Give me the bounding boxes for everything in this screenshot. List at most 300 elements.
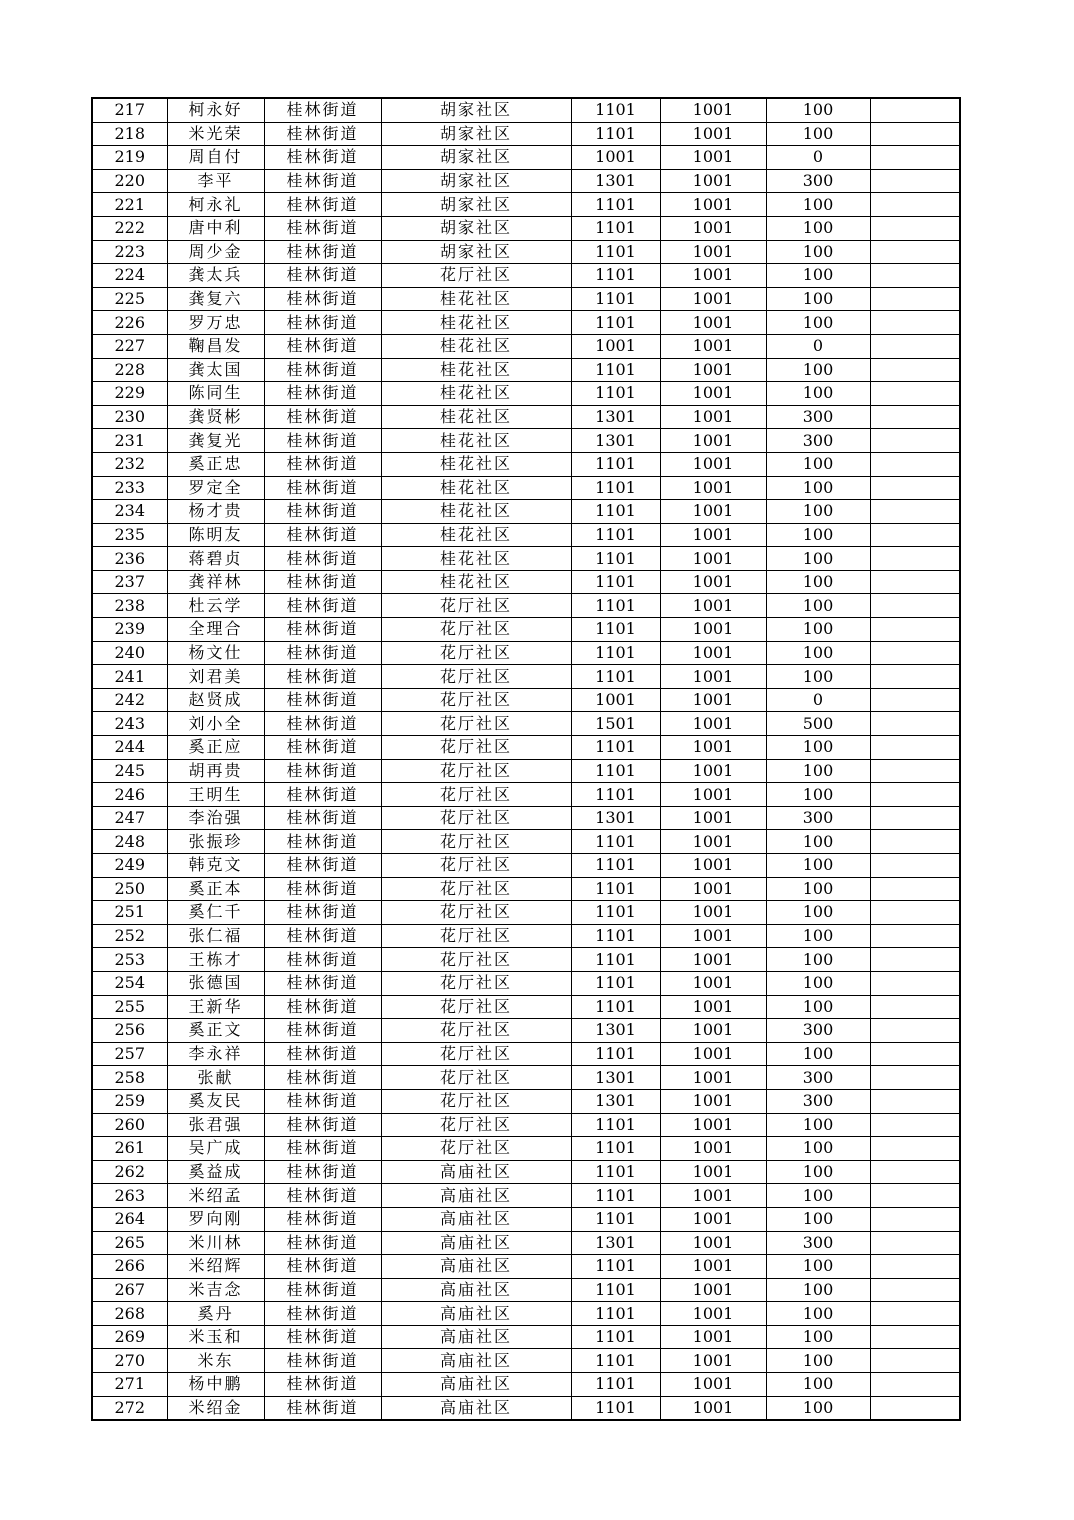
table-row: [92, 358, 960, 382]
street-cell: 桂林街道: [264, 948, 381, 972]
value-b-cell: 1001: [660, 429, 766, 453]
table-row: [92, 1184, 960, 1208]
community-cell: 高庙社区: [381, 1255, 571, 1279]
street-cell: 桂林街道: [264, 334, 381, 358]
value-b-cell: 1001: [660, 971, 766, 995]
amount-cell: 100: [766, 924, 870, 948]
community-cell: 桂花社区: [381, 287, 571, 311]
name-cell: 杨才贵: [167, 500, 264, 524]
amount-cell: 100: [766, 1042, 870, 1066]
community-cell: 胡家社区: [381, 146, 571, 170]
row-number-cell: 217: [92, 98, 167, 122]
row-number-cell: 236: [92, 547, 167, 571]
amount-cell: 0: [766, 334, 870, 358]
value-a-cell: 1101: [571, 924, 660, 948]
value-b-cell: 1001: [660, 995, 766, 1019]
remark-cell: [870, 193, 960, 217]
value-b-cell: 1001: [660, 783, 766, 807]
remark-cell: [870, 382, 960, 406]
row-number-cell: 233: [92, 476, 167, 500]
row-number-cell: 237: [92, 570, 167, 594]
remark-cell: [870, 901, 960, 925]
name-cell: 王栋才: [167, 948, 264, 972]
remark-cell: [870, 995, 960, 1019]
name-cell: 全理合: [167, 618, 264, 642]
amount-cell: 100: [766, 1349, 870, 1373]
remark-cell: [870, 122, 960, 146]
row-number-cell: 269: [92, 1325, 167, 1349]
table-row: [92, 948, 960, 972]
value-b-cell: 1001: [660, 523, 766, 547]
community-cell: 花厅社区: [381, 924, 571, 948]
street-cell: 桂林街道: [264, 358, 381, 382]
street-cell: 桂林街道: [264, 523, 381, 547]
community-cell: 高庙社区: [381, 1302, 571, 1326]
street-cell: 桂林街道: [264, 122, 381, 146]
row-number-cell: 261: [92, 1137, 167, 1161]
row-number-cell: 265: [92, 1231, 167, 1255]
name-cell: 奚仁千: [167, 901, 264, 925]
street-cell: 桂林街道: [264, 1349, 381, 1373]
row-number-cell: 272: [92, 1396, 167, 1420]
row-number-cell: 218: [92, 122, 167, 146]
name-cell: 陈明友: [167, 523, 264, 547]
value-b-cell: 1001: [660, 476, 766, 500]
community-cell: 桂花社区: [381, 334, 571, 358]
table-row: [92, 712, 960, 736]
name-cell: 奚丹: [167, 1302, 264, 1326]
row-number-cell: 244: [92, 736, 167, 760]
value-a-cell: 1301: [571, 405, 660, 429]
value-a-cell: 1301: [571, 1066, 660, 1090]
value-a-cell: 1001: [571, 146, 660, 170]
table-row: [92, 382, 960, 406]
name-cell: 杨文仕: [167, 641, 264, 665]
remark-cell: [870, 712, 960, 736]
name-cell: 米绍孟: [167, 1184, 264, 1208]
value-b-cell: 1001: [660, 264, 766, 288]
name-cell: 鞠昌发: [167, 334, 264, 358]
name-cell: 罗定全: [167, 476, 264, 500]
street-cell: 桂林街道: [264, 405, 381, 429]
row-number-cell: 246: [92, 783, 167, 807]
name-cell: 王明生: [167, 783, 264, 807]
remark-cell: [870, 311, 960, 335]
amount-cell: 100: [766, 1325, 870, 1349]
row-number-cell: 245: [92, 759, 167, 783]
community-cell: 花厅社区: [381, 618, 571, 642]
value-a-cell: 1101: [571, 736, 660, 760]
value-b-cell: 1001: [660, 334, 766, 358]
street-cell: 桂林街道: [264, 806, 381, 830]
row-number-cell: 262: [92, 1160, 167, 1184]
remark-cell: [870, 358, 960, 382]
row-number-cell: 234: [92, 500, 167, 524]
table-row: [92, 476, 960, 500]
remark-cell: [870, 1255, 960, 1279]
amount-cell: 100: [766, 193, 870, 217]
amount-cell: 100: [766, 1302, 870, 1326]
community-cell: 花厅社区: [381, 594, 571, 618]
amount-cell: 300: [766, 1066, 870, 1090]
remark-cell: [870, 1113, 960, 1137]
value-b-cell: 1001: [660, 924, 766, 948]
value-b-cell: 1001: [660, 1113, 766, 1137]
remark-cell: [870, 1184, 960, 1208]
row-number-cell: 223: [92, 240, 167, 264]
table-row: [92, 570, 960, 594]
value-a-cell: 1101: [571, 1278, 660, 1302]
value-b-cell: 1001: [660, 452, 766, 476]
community-cell: 桂花社区: [381, 570, 571, 594]
value-a-cell: 1101: [571, 901, 660, 925]
value-a-cell: 1001: [571, 334, 660, 358]
street-cell: 桂林街道: [264, 500, 381, 524]
name-cell: 罗向刚: [167, 1207, 264, 1231]
value-b-cell: 1001: [660, 500, 766, 524]
community-cell: 桂花社区: [381, 500, 571, 524]
name-cell: 奚正本: [167, 877, 264, 901]
value-b-cell: 1001: [660, 405, 766, 429]
street-cell: 桂林街道: [264, 1089, 381, 1113]
amount-cell: 100: [766, 948, 870, 972]
table-row: [92, 98, 960, 122]
row-number-cell: 254: [92, 971, 167, 995]
street-cell: 桂林街道: [264, 547, 381, 571]
row-number-cell: 257: [92, 1042, 167, 1066]
amount-cell: 500: [766, 712, 870, 736]
amount-cell: 0: [766, 146, 870, 170]
row-number-cell: 241: [92, 665, 167, 689]
row-number-cell: 232: [92, 452, 167, 476]
value-b-cell: 1001: [660, 122, 766, 146]
street-cell: 桂林街道: [264, 570, 381, 594]
name-cell: 柯永好: [167, 98, 264, 122]
community-cell: 桂花社区: [381, 523, 571, 547]
amount-cell: 100: [766, 547, 870, 571]
table-row: [92, 452, 960, 476]
value-b-cell: 1001: [660, 570, 766, 594]
amount-cell: 100: [766, 287, 870, 311]
street-cell: 桂林街道: [264, 665, 381, 689]
table-row: [92, 995, 960, 1019]
remark-cell: [870, 476, 960, 500]
name-cell: 罗万忠: [167, 311, 264, 335]
row-number-cell: 224: [92, 264, 167, 288]
data-table: [91, 97, 961, 1421]
value-a-cell: 1101: [571, 547, 660, 571]
amount-cell: 100: [766, 311, 870, 335]
row-number-cell: 231: [92, 429, 167, 453]
community-cell: 胡家社区: [381, 216, 571, 240]
value-b-cell: 1001: [660, 1231, 766, 1255]
community-cell: 花厅社区: [381, 264, 571, 288]
table-row: [92, 1066, 960, 1090]
value-a-cell: 1101: [571, 1373, 660, 1397]
street-cell: 桂林街道: [264, 98, 381, 122]
street-cell: 桂林街道: [264, 1137, 381, 1161]
street-cell: 桂林街道: [264, 1373, 381, 1397]
row-number-cell: 256: [92, 1019, 167, 1043]
street-cell: 桂林街道: [264, 1255, 381, 1279]
table-row: [92, 1019, 960, 1043]
value-b-cell: 1001: [660, 854, 766, 878]
community-cell: 花厅社区: [381, 830, 571, 854]
street-cell: 桂林街道: [264, 193, 381, 217]
street-cell: 桂林街道: [264, 240, 381, 264]
remark-cell: [870, 1373, 960, 1397]
name-cell: 龚复六: [167, 287, 264, 311]
value-a-cell: 1301: [571, 1231, 660, 1255]
table-row: [92, 1089, 960, 1113]
value-a-cell: 1101: [571, 500, 660, 524]
table-row: [92, 736, 960, 760]
row-number-cell: 240: [92, 641, 167, 665]
value-a-cell: 1101: [571, 783, 660, 807]
street-cell: 桂林街道: [264, 688, 381, 712]
street-cell: 桂林街道: [264, 169, 381, 193]
row-number-cell: 264: [92, 1207, 167, 1231]
remark-cell: [870, 688, 960, 712]
value-a-cell: 1101: [571, 1349, 660, 1373]
street-cell: 桂林街道: [264, 736, 381, 760]
row-number-cell: 270: [92, 1349, 167, 1373]
name-cell: 奚正应: [167, 736, 264, 760]
amount-cell: 100: [766, 830, 870, 854]
remark-cell: [870, 665, 960, 689]
value-a-cell: 1101: [571, 1302, 660, 1326]
street-cell: 桂林街道: [264, 1042, 381, 1066]
row-number-cell: 220: [92, 169, 167, 193]
value-a-cell: 1101: [571, 1255, 660, 1279]
amount-cell: 100: [766, 523, 870, 547]
street-cell: 桂林街道: [264, 971, 381, 995]
row-number-cell: 252: [92, 924, 167, 948]
amount-cell: 100: [766, 1373, 870, 1397]
street-cell: 桂林街道: [264, 830, 381, 854]
community-cell: 高庙社区: [381, 1325, 571, 1349]
street-cell: 桂林街道: [264, 854, 381, 878]
name-cell: 吴广成: [167, 1137, 264, 1161]
value-a-cell: 1101: [571, 287, 660, 311]
row-number-cell: 267: [92, 1278, 167, 1302]
community-cell: 高庙社区: [381, 1373, 571, 1397]
table-row: [92, 1042, 960, 1066]
amount-cell: 100: [766, 122, 870, 146]
name-cell: 李永祥: [167, 1042, 264, 1066]
street-cell: 桂林街道: [264, 1207, 381, 1231]
table-row: [92, 1255, 960, 1279]
street-cell: 桂林街道: [264, 429, 381, 453]
community-cell: 花厅社区: [381, 1042, 571, 1066]
table-row: [92, 924, 960, 948]
street-cell: 桂林街道: [264, 1019, 381, 1043]
table-row: [92, 287, 960, 311]
value-b-cell: 1001: [660, 688, 766, 712]
community-cell: 桂花社区: [381, 547, 571, 571]
row-number-cell: 255: [92, 995, 167, 1019]
value-a-cell: 1101: [571, 452, 660, 476]
community-cell: 桂花社区: [381, 311, 571, 335]
community-cell: 花厅社区: [381, 948, 571, 972]
amount-cell: 100: [766, 854, 870, 878]
value-a-cell: 1101: [571, 122, 660, 146]
value-a-cell: 1101: [571, 759, 660, 783]
name-cell: 米绍金: [167, 1396, 264, 1420]
table-row: [92, 1137, 960, 1161]
community-cell: 桂花社区: [381, 405, 571, 429]
table-row: [92, 216, 960, 240]
value-a-cell: 1101: [571, 948, 660, 972]
row-number-cell: 243: [92, 712, 167, 736]
amount-cell: 300: [766, 806, 870, 830]
amount-cell: 100: [766, 877, 870, 901]
value-b-cell: 1001: [660, 1066, 766, 1090]
table-row: [92, 1302, 960, 1326]
value-b-cell: 1001: [660, 169, 766, 193]
name-cell: 米玉和: [167, 1325, 264, 1349]
community-cell: 花厅社区: [381, 1066, 571, 1090]
name-cell: 张振珍: [167, 830, 264, 854]
street-cell: 桂林街道: [264, 924, 381, 948]
name-cell: 柯永礼: [167, 193, 264, 217]
row-number-cell: 248: [92, 830, 167, 854]
value-a-cell: 1301: [571, 1019, 660, 1043]
amount-cell: 100: [766, 1113, 870, 1137]
value-b-cell: 1001: [660, 1349, 766, 1373]
value-a-cell: 1301: [571, 429, 660, 453]
amount-cell: 100: [766, 382, 870, 406]
remark-cell: [870, 1137, 960, 1161]
value-b-cell: 1001: [660, 1255, 766, 1279]
street-cell: 桂林街道: [264, 452, 381, 476]
name-cell: 奚正忠: [167, 452, 264, 476]
community-cell: 花厅社区: [381, 901, 571, 925]
street-cell: 桂林街道: [264, 1066, 381, 1090]
remark-cell: [870, 287, 960, 311]
remark-cell: [870, 971, 960, 995]
remark-cell: [870, 264, 960, 288]
remark-cell: [870, 1089, 960, 1113]
community-cell: 高庙社区: [381, 1349, 571, 1373]
value-a-cell: 1101: [571, 1396, 660, 1420]
table-row: [92, 311, 960, 335]
value-a-cell: 1101: [571, 877, 660, 901]
amount-cell: 100: [766, 452, 870, 476]
value-a-cell: 1101: [571, 570, 660, 594]
value-b-cell: 1001: [660, 618, 766, 642]
name-cell: 张仁福: [167, 924, 264, 948]
amount-cell: 100: [766, 358, 870, 382]
value-a-cell: 1101: [571, 665, 660, 689]
name-cell: 蒋碧贞: [167, 547, 264, 571]
remark-cell: [870, 98, 960, 122]
community-cell: 花厅社区: [381, 995, 571, 1019]
table-row: [92, 193, 960, 217]
amount-cell: 100: [766, 618, 870, 642]
name-cell: 龚复光: [167, 429, 264, 453]
table-row: [92, 1231, 960, 1255]
name-cell: 杨中鹏: [167, 1373, 264, 1397]
name-cell: 刘小全: [167, 712, 264, 736]
name-cell: 杜云学: [167, 594, 264, 618]
amount-cell: 100: [766, 570, 870, 594]
remark-cell: [870, 500, 960, 524]
value-b-cell: 1001: [660, 1160, 766, 1184]
name-cell: 刘君美: [167, 665, 264, 689]
community-cell: 胡家社区: [381, 193, 571, 217]
community-cell: 花厅社区: [381, 712, 571, 736]
value-a-cell: 1101: [571, 1160, 660, 1184]
value-a-cell: 1101: [571, 1325, 660, 1349]
street-cell: 桂林街道: [264, 618, 381, 642]
street-cell: 桂林街道: [264, 1184, 381, 1208]
table-row: [92, 665, 960, 689]
street-cell: 桂林街道: [264, 264, 381, 288]
name-cell: 张君强: [167, 1113, 264, 1137]
amount-cell: 100: [766, 971, 870, 995]
value-b-cell: 1001: [660, 1396, 766, 1420]
community-cell: 胡家社区: [381, 240, 571, 264]
value-b-cell: 1001: [660, 641, 766, 665]
amount-cell: 100: [766, 1255, 870, 1279]
table-row: [92, 334, 960, 358]
name-cell: 奚友民: [167, 1089, 264, 1113]
name-cell: 奚正文: [167, 1019, 264, 1043]
amount-cell: 100: [766, 1207, 870, 1231]
community-cell: 桂花社区: [381, 382, 571, 406]
table-row: [92, 405, 960, 429]
table-row: [92, 1373, 960, 1397]
remark-cell: [870, 1207, 960, 1231]
value-a-cell: 1101: [571, 1042, 660, 1066]
remark-cell: [870, 240, 960, 264]
community-cell: 花厅社区: [381, 783, 571, 807]
name-cell: 米光荣: [167, 122, 264, 146]
value-b-cell: 1001: [660, 146, 766, 170]
remark-cell: [870, 830, 960, 854]
value-b-cell: 1001: [660, 806, 766, 830]
amount-cell: 100: [766, 1160, 870, 1184]
value-a-cell: 1101: [571, 311, 660, 335]
value-a-cell: 1101: [571, 971, 660, 995]
street-cell: 桂林街道: [264, 216, 381, 240]
amount-cell: 300: [766, 1231, 870, 1255]
community-cell: 花厅社区: [381, 1089, 571, 1113]
amount-cell: 100: [766, 1396, 870, 1420]
value-a-cell: 1301: [571, 1089, 660, 1113]
table-row: [92, 523, 960, 547]
row-number-cell: 235: [92, 523, 167, 547]
row-number-cell: 250: [92, 877, 167, 901]
community-cell: 花厅社区: [381, 759, 571, 783]
value-a-cell: 1101: [571, 193, 660, 217]
remark-cell: [870, 877, 960, 901]
value-b-cell: 1001: [660, 193, 766, 217]
amount-cell: 0: [766, 688, 870, 712]
community-cell: 胡家社区: [381, 98, 571, 122]
name-cell: 张德国: [167, 971, 264, 995]
street-cell: 桂林街道: [264, 1302, 381, 1326]
community-cell: 花厅社区: [381, 877, 571, 901]
community-cell: 高庙社区: [381, 1278, 571, 1302]
table-row: [92, 500, 960, 524]
name-cell: 龚太国: [167, 358, 264, 382]
street-cell: 桂林街道: [264, 901, 381, 925]
remark-cell: [870, 854, 960, 878]
name-cell: 张献: [167, 1066, 264, 1090]
street-cell: 桂林街道: [264, 476, 381, 500]
